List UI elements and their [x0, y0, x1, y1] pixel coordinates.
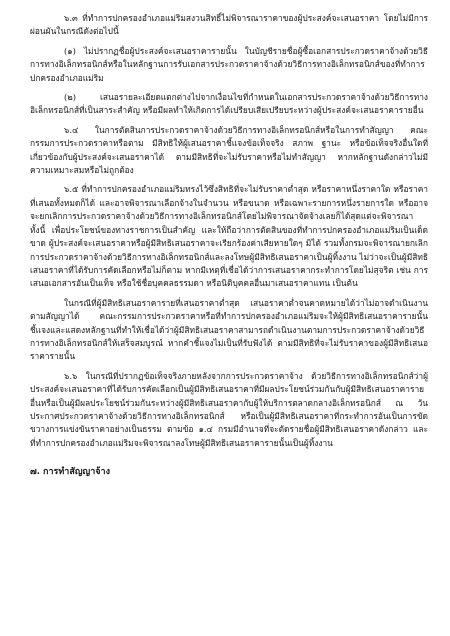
- paragraph-6-3-1: (๑) ไม่ปรากฏชื่อผู้ประสงค์จะเสนอราคารายนั้น ในบัญชีรายชื่อผู้ซื้อเอกสารประกวดราคาจ้างด้วยวิธีการทางอิเล็กทรอนิกส์หรือในหลักฐานการรับเอกสารประกวดราคาจ้างด้วยวิธีการทางอิเล็กทรอนิกส์ของที่ทำการปกครองอำเภอแม่ริม: [30, 45, 428, 83]
- paragraph-6-3: ๖.๓ ที่ทำการปกครองอำเภอแม่ริมสงวนสิทธิ์ไม่พิจารณาราคาของผู้ประสงค์จะเสนอราคา โดยไม่มีการผ่อนผันในกรณีดังต่อไปนี้: [30, 13, 428, 37]
- paragraph-6-5-b: ในกรณีที่ผู้มีสิทธิเสนอราคารายที่เสนอราคาต่ำสุด เสนอราคาต่ำจนคาดหมายได้ว่าไม่อาจดำเนินงานตามสัญญาได้ คณะกรรมการประกวดราคาหรือที่ทำการปกครองอำเภอแม่ริมจะให้ผู้มีสิทธิเสนอราคารายนั้นชี้แจงและแสดงหลักฐานที่ทำให้เชื่อได้ว่าผู้มีสิทธิเสนอราคาสามารถดำเนินงานตามการประกวดราคาจ้างด้วยวิธีการทางอิเล็กทรอนิกส์ให้เสร็จสมบูรณ์ หากคำชี้แจงไม่เป็นที่รับฟังได้ ตามมีสิทธิที่จะไม่รับราคาของผู้มีสิทธิเสนอราคารายนั้น: [30, 297, 428, 362]
- paragraph-6-5: ๖.๕ ที่ทำการปกครองอำเภอแม่ริมทรงไว้ซึ่งสิทธิที่จะไม่รับราคาต่ำสุด หรือราคาหนึ่งราคาใด หรือราคาที่เสนอทั้งหมดก็ได้ และอาจพิจารณาเลือกจ้างในจำนวน หรือขนาด หรือเฉพาะรายการหนึ่งรายการใด หรืออาจจะยกเลิกการประกวดราคาจ้างด้วยวิธีการทางอิเล็กทรอนิกส์โดยไม่พิจารณาจัดจ้างเลยก็ได้สุดแต่จะพิจารณา ทั้งนี้ เพื่อประโยชน์ของทางราชการเป็นสำคัญ และให้ถือว่าการตัดสินของที่ทำการปกครองอำเภอแม่ริมเป็นเด็ดขาด ผู้ประสงค์จะเสนอราคาหรือผู้มีสิทธิเสนอราคาจะเรียกร้องค่าเสียหายใดๆ มิได้ รวมทั้งกรมจะพิจารณายกเลิกการประกวดราคาจ้างด้วยวิธีการทางอิเล็กทรอนิกส์และลงโทษผู้มีสิทธิเสนอราคาเป็นผู้ทิ้งงาน ไม่ว่าจะเป็นผู้มีสิทธิเสนอราคาที่ได้รับการคัดเลือกหรือไม่ก็ตาม หากมีเหตุที่เชื่อได้ว่าการเสนอราคากระทำการโดยไม่สุจริต เช่น การเสนอเอกสารอันเป็นเท็จ หรือใช้ชื่อบุคคลธรรมดา หรือนิติบุคคลอื่นมาเสนอราคาแทน เป็นต้น: [30, 184, 428, 289]
- section-heading: ๗. การทำสัญญาจ้าง: [30, 467, 110, 478]
- paragraph-6-3-2: (๒) เสนอรายละเอียดแตกต่างไปจากเงื่อนไขที่กำหนดในเอกสารประกวดราคาจ้างด้วยวิธีการทางอิเล็กทรอนิกส์ที่เป็นสาระสำคัญ หรือมีผลทำให้เกิดการได้เปรียบเสียเปรียบระหว่างผู้ประสงค์จะเสนอราคารายอื่น: [30, 92, 428, 116]
- paragraph-6-4: ๖.๔ ในการตัดสินการประกวดราคาจ้างด้วยวิธีการทางอิเล็กทรอนิกส์หรือในการทำสัญญา คณะกรรมการประกวดราคาหรือตาม มีสิทธิให้ผู้เสนอราคาชี้แจงข้อเท็จจริง สภาพ ฐานะ หรือข้อเท็จจริงอื่นใดที่เกี่ยวข้องกับผู้ประสงค์จะเสนอราคาได้ ตามมีสิทธิที่จะไม่รับราคาหรือไม่ทำสัญญา หากหลักฐานดังกล่าวไม่มีความเหมาะสมหรือไม่ถูกต้อง: [30, 124, 428, 176]
- paragraph-6-6: ๖.๖ ในกรณีที่ปรากฏข้อเท็จจริงภายหลังจากการประกวดราคาจ้าง ด้วยวิธีการทางอิเล็กทรอนิกส์ว่าผู้ประสงค์จะเสนอราคาที่ได้รับการคัดเลือกเป็นผู้มีสิทธิเสนอราคาที่มีผลประโยชน์ร่วมกันกับผู้มีสิทธิเสนอราคารายอื่นหรือเป็นผู้มีผลประโยชน์ร่วมกันระหว่างผู้มีสิทธิเสนอราคากับผู้ให้บริการตลาดกลางอิเล็กทรอนิกส์ ณ วันประกาศประกวดราคาจ้างด้วยวิธีการทางอิเล็กทรอนิกส์ หรือเป็นผู้มีสิทธิเสนอราคาที่กระทำการอันเป็นการขัดขวางการแข่งขันราคาอย่างเป็นธรรม ตามข้อ ๑.๔ กรมมีอำนาจที่จะตัดรายชื่อผู้มีสิทธิเสนอราคาดังกล่าว และที่ทำการปกครองอำเภอแม่ริมจะพิจารณาลงโทษผู้มีสิทธิเสนอราคารายนั้นเป็นผู้ทิ้งงาน: [30, 370, 428, 448]
